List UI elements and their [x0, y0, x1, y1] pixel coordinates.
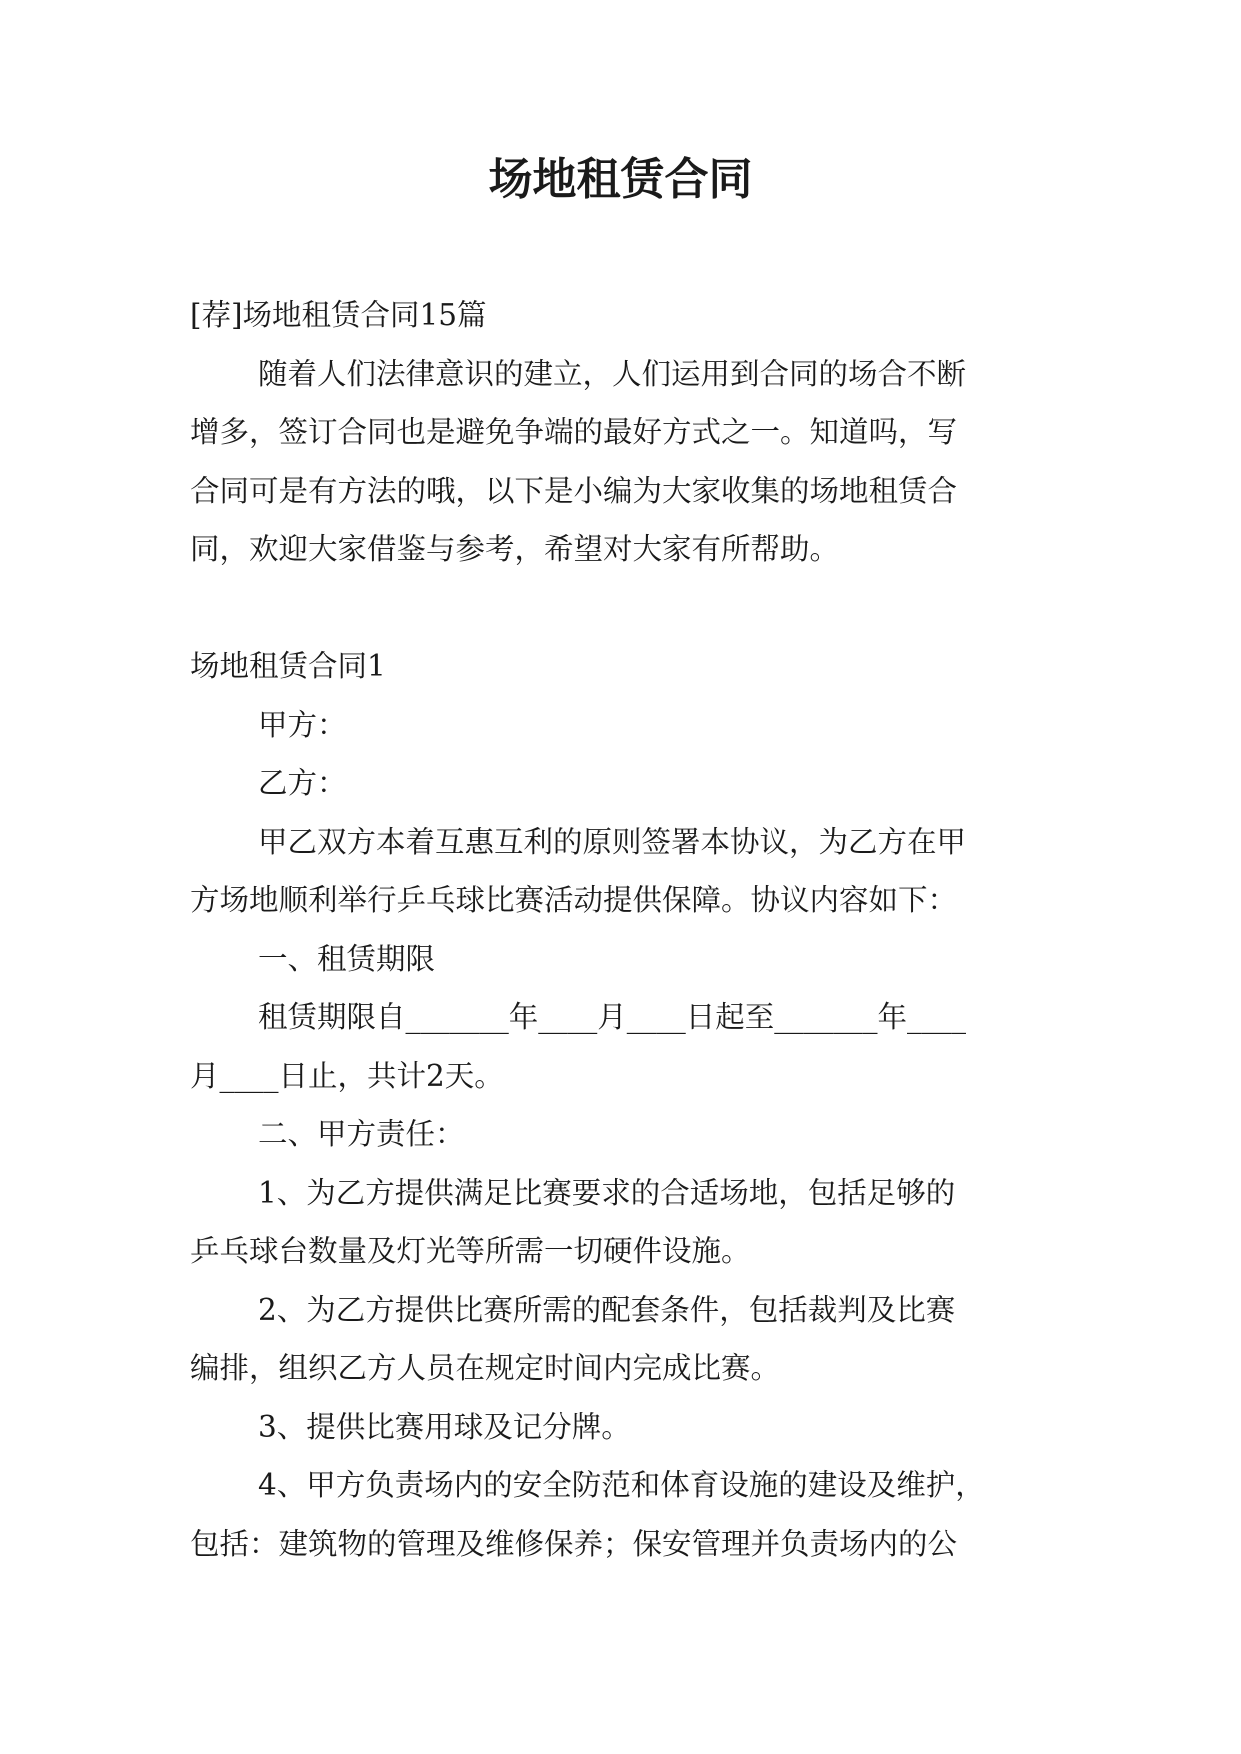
agreement-line-1: 甲乙双方本着互惠互利的原则签署本协议，为乙方在甲	[258, 824, 967, 859]
item-1-line-2: 乒乓球台数量及灯光等所需一切硬件设施。	[190, 1234, 751, 1268]
item-3: 3、提供比赛用球及记分牌。	[258, 1409, 631, 1444]
intro-line-3: 合同可是有方法的哦，以下是小编为大家收集的场地租赁合	[190, 473, 958, 508]
document-body	[190, 286, 1052, 1573]
party-b-label: 乙方：	[258, 766, 347, 800]
intro-line-2: 增多，签订合同也是避免争端的最好方式之一。知道吗，写	[190, 415, 958, 449]
clause-1-heading: 一、租赁期限	[258, 941, 436, 976]
document-title: 场地租赁合同	[488, 154, 753, 205]
section-title: 场地租赁合同1	[190, 649, 386, 683]
item-4-line-2: 包括：建筑物的管理及维修保养；保安管理并负责场内的公	[190, 1526, 958, 1561]
intro-line-1: 随着人们法律意识的建立，人们运用到合同的场合不断	[258, 356, 967, 391]
clause-1-line-1: 租赁期限自_______年____月____日起至_______年____	[258, 1000, 967, 1034]
clause-2-heading: 二、甲方责任：	[258, 1117, 465, 1151]
party-a-label: 甲方：	[258, 707, 347, 742]
intro-line-4: 同，欢迎大家借鉴与参考，希望对大家有所帮助。	[190, 532, 840, 566]
item-2-line-1: 2、为乙方提供比赛所需的配套条件，包括裁判及比赛	[258, 1292, 956, 1327]
item-2-line-2: 编排，组织乙方人员在规定时间内完成比赛。	[190, 1351, 781, 1385]
paragraph-gap	[190, 579, 1052, 638]
clause-1-line-2: 月____日止，共计2天。	[190, 1058, 504, 1093]
agreement-line-2: 方场地顺利举行乒乓球比赛活动提供保障。协议内容如下：	[190, 883, 958, 917]
subtitle: [荐]场地租赁合同15篇	[190, 298, 487, 332]
item-4-line-1: 4、甲方负责场内的安全防范和体育设施的建设及维护，	[258, 1468, 985, 1502]
item-1-line-1: 1、为乙方提供满足比赛要求的合适场地，包括足够的	[258, 1175, 956, 1210]
